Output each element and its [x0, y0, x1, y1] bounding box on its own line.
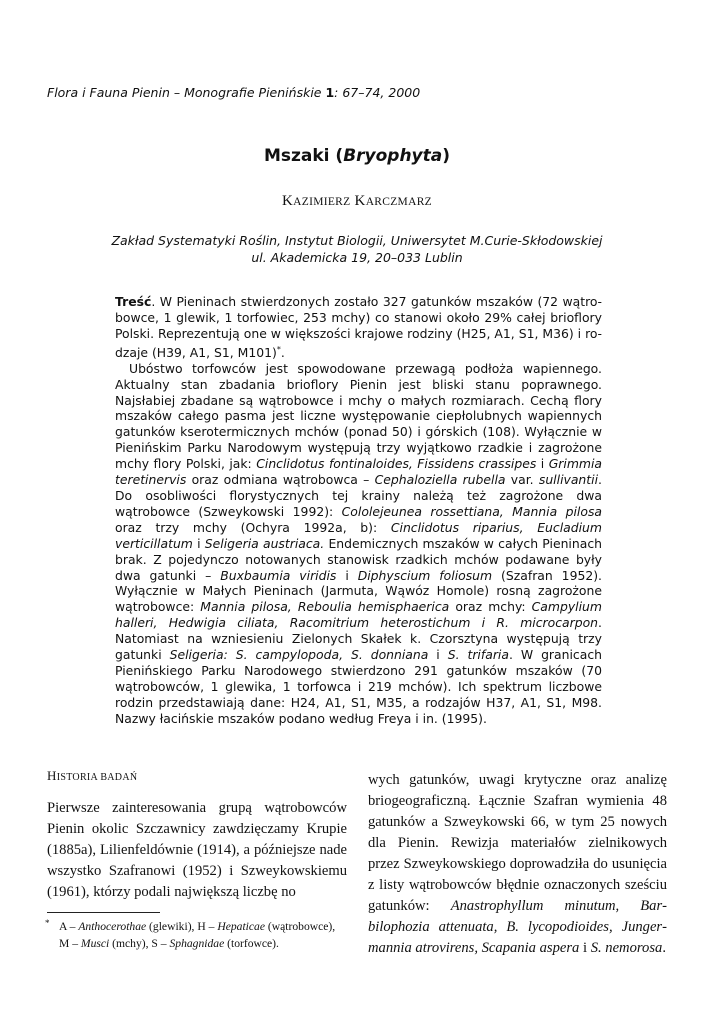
footnote-mark: * [45, 918, 50, 928]
body-column-right [368, 770, 667, 959]
taxon-name: Sphagnidae [169, 937, 225, 950]
journal-citation [47, 85, 420, 100]
abstract-text: i [428, 647, 448, 663]
body-text: . [662, 940, 666, 956]
abstract [115, 294, 602, 727]
species-name: Cinclidotus riparius, Eucladium verticillatum [115, 519, 602, 551]
author-first-rest: AZIMIERZ [293, 196, 351, 208]
abstract-text: oraz mchy: [449, 599, 532, 615]
section-rest: ISTORIA BADAŃ [56, 772, 138, 783]
abstract-text: . W granicach Pienińskiego Parku Narodowego stwierdzono 291 gatunków mszaków (70 wątrobowców, 1 glewika, 1 torfowca i 219 mchów). Ich spektrum liczbowe rodzin przedstawiają dane: H24, A1, S1, M35, a rodzajów H37, A1, S1, M98. Nazwy łacińskie mszaków podano według Freya i in. (1995). [115, 647, 602, 726]
section-heading [47, 768, 137, 784]
title-text: Mszaki ( [263, 146, 344, 166]
abstract-text: . Do osobliwości florystycznych tej krainy należą też zagrożone dwa wątrobowce (Szweykowski 1992): [115, 472, 602, 519]
footnote-part: (torfowce). [224, 937, 279, 950]
species-name: Campylium halleri, Hedwigia ciliata, Racomitrium heterostichum i R. microcarpon [115, 599, 602, 631]
species-name: Grimmia teretinervis [115, 456, 603, 488]
abstract-text: Endemicznych mszaków w całych Pieninach brak. Z pojedynczo notowanych stanowisk rzadkich mchów podawane były dwa gatunki – [115, 535, 602, 583]
species-name: Diphyscium foliosum [357, 567, 493, 583]
abstract-text: i [336, 567, 358, 583]
footnote-part: (glewiki), H – [146, 920, 218, 933]
abstract-label: Treść [115, 294, 152, 309]
abstract-paragraph-1 [115, 294, 602, 361]
abstract-text: . W Pieninach stwierdzonych zostało 327 gatunków mszaków (72 wątrobowce, 1 glewik, 1 torfowiec, 253 mchy) co stanowi około 29% całej brioflory Polski. Reprezentują one w większości krajowe rodziny (H25, A1, S1, M36) i rodzaje (H39, A1, S1, M101) [115, 294, 602, 360]
species-name: Anastrophyllum minutum, Barbilophozia attenuata, B. lycopodioides, Jungermannia atrovirens, Scapania aspera [368, 898, 668, 956]
species-name: Buxbaumia viridis [220, 567, 337, 583]
article-title [0, 146, 714, 166]
affiliation [100, 232, 614, 266]
title-latin: Bryophyta [343, 146, 443, 166]
affiliation-line-2: ul. Akademicka 19, 20–033 Lublin [251, 250, 463, 265]
author-first-initial: K [282, 193, 294, 209]
species-name: Seligeria: S. campylopoda, S. donniana [169, 647, 429, 663]
species-name: Mannia pilosa, Reboulia hemisphaerica [200, 599, 450, 615]
title-close: ) [442, 146, 451, 166]
footnote-part: (wątrobowce), M – [59, 920, 336, 950]
body-text: wych gatunków, uwagi krytyczne oraz analizę briogeograficzną. Łącznie Szafran wymienia 48 gatunków a Szweykowski 66, w tym 25 nowych dla Pienin. Rewizja materiałów zielnikowych przez Szweykowskiego doprowadziła do usunięcia z listy wątrobowców błędnie oznaczonych sześciu gatunków: [368, 772, 667, 914]
taxon-name: Hepaticae [217, 920, 265, 933]
journal-name: Flora i Fauna Pienin – Monografie Pienińskie [47, 85, 322, 100]
species-name: Cinclidotus fontinaloides, Fissidens crassipes [256, 456, 537, 472]
footnote-part: A – [59, 920, 79, 933]
footnote-part: (mchy), S – [109, 937, 170, 950]
species-name: S. trifaria [447, 647, 509, 663]
species-name: Cephaloziella rubella [374, 472, 506, 488]
species-name: Cololejeunea rossettiana, Mannia pilosa [341, 503, 602, 519]
species-name: S. nemorosa [590, 940, 663, 956]
volume-number: 1 [325, 85, 335, 100]
body-text: i [579, 940, 591, 956]
footnote-rule [47, 912, 160, 913]
body-column-left [47, 798, 347, 903]
taxon-name: Anthocerothae [78, 920, 147, 933]
abstract-paragraph-2 [115, 361, 602, 727]
abstract-text: (Szafran 1952). Wyłącznie w Małych Pieninach (Jarmuta, Wąwóz Homole) rosną zagrożone wątrobowce: [115, 567, 602, 615]
abstract-text: . [280, 344, 285, 360]
taxon-name: Musci [80, 937, 110, 950]
abstract-text: . Natomiast na wzniesieniu Zielonych Skałek k. Czorsztyna występują trzy gatunki [115, 615, 602, 663]
footnote [47, 918, 347, 952]
section-initial: H [47, 768, 57, 783]
footnote-text [47, 918, 347, 952]
abstract-text: oraz trzy mchy (Ochyra 1992a, b): [115, 519, 391, 535]
abstract-text: i [192, 535, 205, 551]
species-name: sullivantii [538, 472, 599, 488]
affiliation-line-1: Zakład Systematyki Roślin, Instytut Biologii, Uniwersytet M.Curie-Skłodowskiej [111, 233, 603, 248]
species-name: Seligeria austriaca. [204, 535, 325, 551]
pages-year: : 67–74, 2000 [334, 85, 421, 100]
author-last-initial: K [354, 193, 366, 209]
author-name [0, 193, 714, 210]
footnote-marker: * [276, 344, 281, 354]
abstract-text: i [536, 456, 549, 472]
body-paragraph [368, 770, 667, 959]
author-last-rest: ARCZMARZ [365, 196, 432, 208]
abstract-text: oraz odmiana wątrobowca – [186, 472, 375, 488]
body-paragraph: Pierwsze zainteresowania grupą wątrobowców Pienin okolic Szczawnicy zawdzięczamy Krupie (1885a), Lilienfeldównie (1914), a późniejsze nade wszystko Szafranowi (1952) i Szweykowskiemu (1961), którzy podali największą liczbę no [47, 800, 347, 900]
abstract-text: var. [505, 472, 539, 488]
abstract-text: Ubóstwo torfowców jest spowodowane przewagą podłoża wapiennego. Aktualny stan zbadania brioflory Pienin jest bliski stanu poprawnego. Najsłabiej zbadane są wątrobowce i mchy o małych rozmiarach. Cechą flory mszaków całego pasma jest liczne występowanie ciepłolubnych wapiennych gatunków kserotermicznych mchów (ponad 50) i górskich (108). Wyłącznie w Pienińskim Parku Narodowym występują trzy wyjątkowo rzadkie i zagrożone mchy flory Polski, jak: [115, 360, 602, 472]
